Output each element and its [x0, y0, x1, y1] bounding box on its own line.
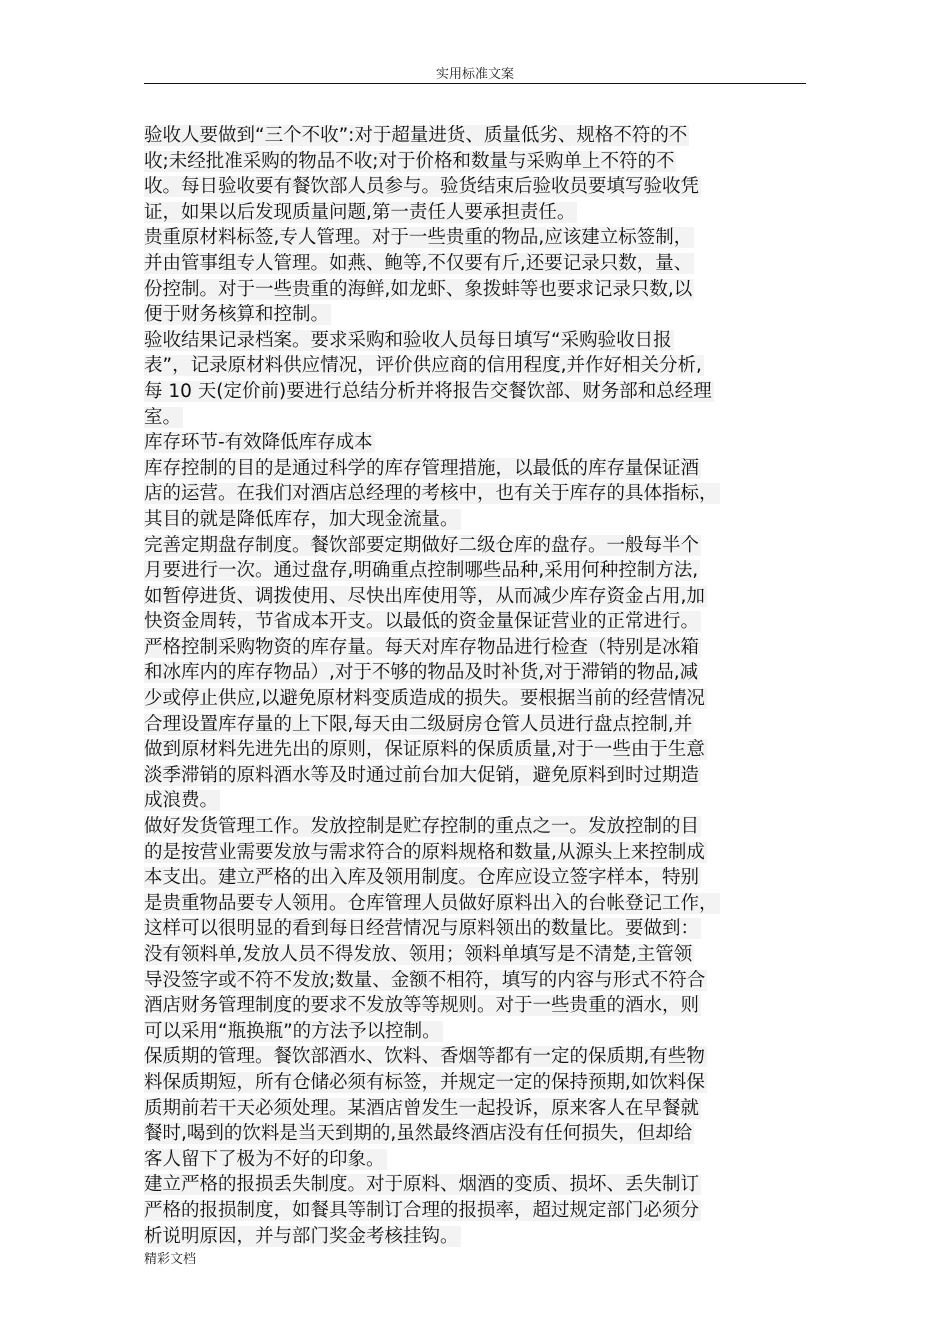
text-line — [144, 251, 812, 277]
text-line-content: 保质期的管理。餐饮部酒水、饮料、香烟等都有一定的保质期,有些物 — [144, 1046, 705, 1068]
text-line — [144, 353, 812, 379]
text-line — [144, 405, 812, 431]
text-line — [144, 993, 812, 1019]
text-line — [144, 1147, 812, 1173]
text-line — [144, 302, 812, 328]
text-line — [144, 788, 812, 814]
text-line — [144, 1044, 812, 1070]
text-line — [144, 712, 812, 738]
text-line — [144, 225, 812, 251]
text-line-content: 库存环节-有效降低库存成本 — [144, 432, 373, 454]
text-line — [144, 1198, 812, 1224]
text-line — [144, 1070, 812, 1096]
text-line-content: 和冰库内的库存物品）,对于不够的物品及时补货,对于滞销的物品,减 — [144, 662, 699, 684]
text-line-content: 月要进行一次。通过盘存,明确重点控制哪些品种,采用何种控制方法, — [144, 560, 699, 582]
text-line — [144, 1096, 812, 1122]
text-line-content: 料保质期短，所有仓储必须有标签，并规定一定的保持预期,如饮料保 — [144, 1071, 705, 1093]
text-line-content: 份控制。对于一些贵重的海鲜,如龙虾、象拨蚌等也要求记录只数,以 — [144, 278, 693, 300]
text-line-content: 餐时,喝到的饮料是当天到期的,虽然最终酒店没有任何损失，但却给 — [144, 1123, 693, 1145]
text-line-content: 做到原材料先进先出的原则，保证原料的保质质量,对于一些由于生意 — [144, 739, 705, 761]
text-line — [144, 840, 812, 866]
text-line-content: 贵重原材料标签,专人管理。对于一些贵重的物品,应该建立标签制， — [144, 227, 693, 249]
text-line-content: 酒店财务管理制度的要求不发放等等规则。对于一些贵重的酒水，则 — [144, 995, 700, 1017]
text-line-content: 可以采用“瓶换瓶”的方法予以控制。 — [144, 1020, 441, 1042]
text-line-content: 完善定期盘存制度。餐饮部要定期做好二级仓库的盘存。一般每半个 — [144, 534, 700, 556]
text-line-content: 本支出。建立严格的出入库及领用制度。仓库应设立签字样本，特别 — [144, 867, 700, 889]
text-line-content: 没有领料单,发放人员不得发放、领用；领料单填写是不清楚,主管领 — [144, 944, 693, 965]
text-line — [144, 1121, 812, 1147]
text-line-content: 并由管事组专人管理。如燕、鲍等,不仅要有斤,还要记录只数，量、 — [144, 252, 693, 274]
text-line — [144, 200, 812, 226]
text-line — [144, 481, 812, 507]
text-line-content: 建立严格的报损丢失制度。对于原料、烟酒的变质、损坏、丢失制订 — [144, 1174, 700, 1196]
text-line-content: 淡季滞销的原料酒水等及时通过前台加大促销，避免原料到时过期造 — [144, 764, 700, 786]
text-line-content: 表”，记录原材料供应情况，评价供应商的信用程度,并作好相关分析, — [144, 355, 702, 377]
text-line — [144, 660, 812, 686]
text-line-content: 客人留下了极为不好的印象。 — [144, 1148, 385, 1170]
text-line — [144, 942, 812, 968]
text-line-content: 少或停止供应,以避免原材料变质造成的损失。要根据当前的经营情况 — [144, 688, 705, 710]
text-line — [144, 968, 812, 994]
text-line-content: 验收结果记录档案。要求采购和验收人员每日填写“采购验收日报 — [144, 329, 672, 351]
document-body — [144, 123, 812, 1249]
text-line — [144, 814, 812, 840]
text-line-content: 这样可以很明显的看到每日经营情况与原料领出的数量比。要做到： — [144, 918, 700, 940]
text-line-content: 质期前若干天必须处理。某酒店曾发生一起投诉，原来客人在早餐就 — [144, 1097, 700, 1119]
text-line-content: 严格的报损制度，如餐具等制订合理的报损率，超过规定部门必须分 — [144, 1199, 700, 1221]
text-line — [144, 277, 812, 303]
page-header-title: 实用标准文案 — [435, 67, 514, 82]
text-line — [144, 763, 812, 789]
text-line-content: 证，如果以后发现质量问题,第一责任人要承担责任。 — [144, 201, 576, 223]
text-line-content: 收。每日验收要有餐饮部人员参与。验货结束后验收员要填写验收凭 — [144, 176, 700, 198]
text-line-content: 成浪费。 — [144, 790, 219, 812]
text-line-content: 严格控制采购物资的库存量。每天对库存物品进行检查（特别是冰箱 — [144, 636, 700, 658]
text-line-content: 如暂停进货、调拨使用、尽快出库使用等，从而减少库存资金占用,加 — [144, 585, 705, 607]
text-line-content: 其目的就是降低库存，加大现金流量。 — [144, 508, 459, 530]
text-line — [144, 149, 812, 175]
text-line-content: 快资金周转，节省成本开支。以最低的资金量保证营业的正常进行。 — [144, 611, 700, 633]
text-line — [144, 533, 812, 559]
text-line-content: 做好发货管理工作。发放控制是贮存控制的重点之一。发放控制的目 — [144, 816, 700, 838]
text-line — [144, 916, 812, 942]
header-divider — [144, 83, 806, 84]
text-line — [144, 737, 812, 763]
text-line — [144, 891, 812, 917]
text-line — [144, 456, 812, 482]
text-line-content: 收;未经批准采购的物品不收;对于价格和数量与采购单上不符的不 — [144, 150, 675, 172]
text-line-content: 是贵重物品要专人领用。仓库管理人员做好原料出入的台帐登记工作， — [144, 892, 718, 914]
text-line — [144, 379, 812, 405]
text-line-content: 合理设置库存量的上下限,每天由二级厨房仓管人员进行盘点控制,并 — [144, 713, 693, 735]
text-line-content: 店的运营。在我们对酒店总经理的考核中，也有关于库存的具体指标， — [144, 483, 718, 505]
text-line — [144, 635, 812, 661]
text-line — [144, 1172, 812, 1198]
text-line — [144, 174, 812, 200]
text-line-content: 每 10 天(定价前)要进行总结分析并将报告交餐饮部、财务部和总经理 — [144, 380, 712, 402]
text-line-content: 导没签字或不符不发放;数量、金额不相符，填写的内容与形式不符合 — [144, 969, 706, 991]
text-line — [144, 558, 812, 584]
text-line — [144, 584, 812, 610]
text-line — [144, 609, 812, 635]
text-line-content: 库存控制的目的是通过科学的库存管理措施，以最低的库存量保证酒 — [144, 457, 700, 479]
text-line-content: 室。 — [144, 406, 182, 428]
text-line — [144, 865, 812, 891]
text-line-content: 的是按营业需要发放与需求符合的原料规格和数量,从源头上来控制成 — [144, 841, 705, 863]
page-footer-label: 精彩文档 — [144, 1252, 197, 1267]
text-line — [144, 686, 812, 712]
text-line — [144, 430, 812, 456]
text-line — [144, 123, 812, 149]
text-line-content: 析说明原因，并与部门奖金考核挂钩。 — [144, 1225, 459, 1247]
text-line — [144, 1019, 812, 1045]
text-line — [144, 328, 812, 354]
text-line-content: 便于财务核算和控制。 — [144, 304, 330, 326]
text-line-content: 验收人要做到“三个不收”:对于超量进货、质量低劣、规格不符的不 — [144, 125, 688, 146]
text-line — [144, 1224, 812, 1250]
text-line — [144, 507, 812, 533]
